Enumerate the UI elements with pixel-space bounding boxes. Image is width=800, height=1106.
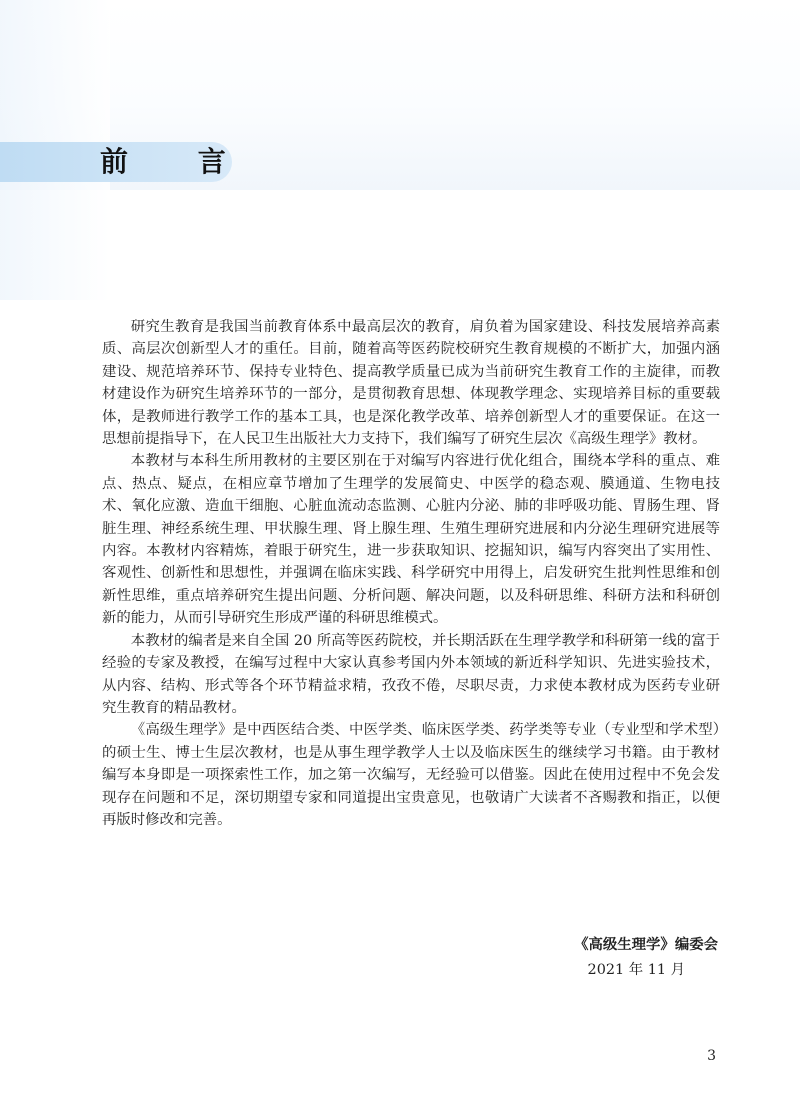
page-number: 3 <box>707 1048 716 1064</box>
preface-paragraph: 《高级生理学》是中西医结合类、中医学类、临床医学类、药学类等专业（专业型和学术型）的硕士生、博士生层次教材，也是从事生理学教学人士以及临床医生的继续学习书籍。由于教材编写本身即是一项探索性工作，加之第一次编写，无经验可以借鉴。因此在使用过程中不免会发现存在问题和不足，深切期望专家和同道提出宝贵意见，也敬请广大读者不吝赐教和指正，以便再版时修改和完善。 <box>102 722 720 828</box>
publication-date: 2021 年 11 月 <box>587 962 685 978</box>
editorial-board: 《高级生理学》编委会 <box>574 936 718 953</box>
page-title: 前 言 <box>100 145 256 178</box>
preface-paragraph: 本教材的编者是来自全国 20 所高等医药院校，并长期活跃在生理学教学和科研第一线的富于经验的专家及教授，在编写过程中大家认真参考国内外本领域的新近科学知识、先进实验技术，从内容、结构、形式等各个环节精益求精，孜孜不倦，尽职尽责，力求使本教材成为医药专业研究生教育的精品教材。 <box>102 632 720 716</box>
signature-block <box>574 934 718 981</box>
preface-paragraph: 研究生教育是我国当前教育体系中最高层次的教育，肩负着为国家建设、科技发展培养高素质、高层次创新型人才的重任。目前，随着高等医药院校研究生教育规模的不断扩大，加强内涵建设、规范培养环节、保持专业特色、提高教学质量已成为当前研究生教育工作的主旋律，而教材建设作为研究生培养环节的一部分，是贯彻教育思想、体现教学理念、实现培养目标的重要载体，是教师进行教学工作的基本工具，也是深化教学改革、培养创新型人才的重要保证。在这一思想前提指导下，在人民卫生出版社大力支持下，我们编写了研究生层次《高级生理学》教材。 <box>102 319 720 448</box>
preface-paragraph: 本教材与本科生所用教材的主要区别在于对编写内容进行优化组合，围绕本学科的重点、难点、热点、疑点，在相应章节增加了生理学的发展简史、中医学的稳态观、膜通道、生物电技术、氧化应激、造血干细胞、心脏血流动态监测、心脏内分泌、肺的非呼吸功能、胃肠生理、肾脏生理、神经系统生理、甲状腺生理、肾上腺生理、生殖生理研究进展和内分泌生理研究进展等内容。本教材内容精炼，着眼于研究生，进一步获取知识、挖掘知识，编写内容突出了实用性、客观性、创新性和思想性，并强调在临床实践、科学研究中用得上，启发研究生批判性思维和创新性思维，重点培养研究生提出问题、分析问题、解决问题，以及科研思维、科研方法和科研创新的能力，从而引导研究生形成严谨的科研思维模式。 <box>102 453 720 627</box>
preface-body <box>102 316 720 831</box>
